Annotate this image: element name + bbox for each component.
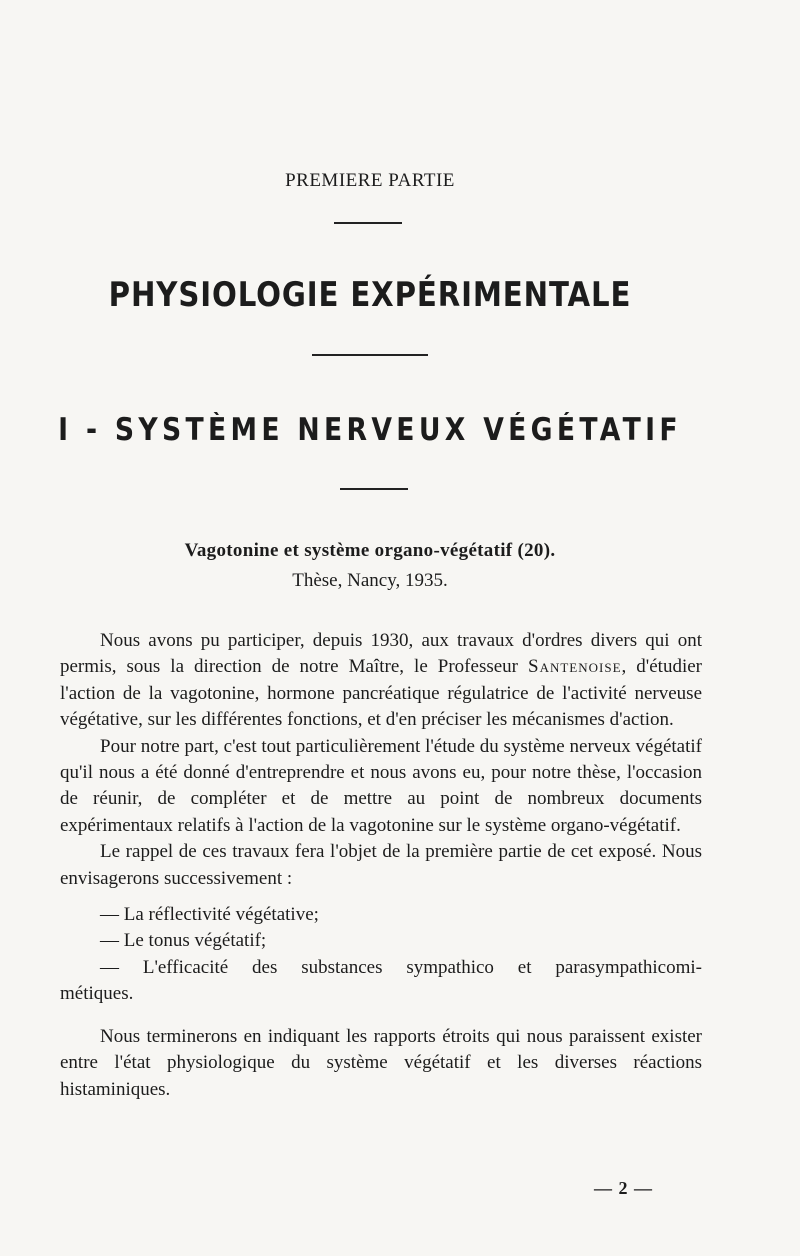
list-item-continuation: métiques.	[60, 983, 134, 1005]
body-text	[60, 628, 702, 1103]
reference-subtitle: Thèse, Nancy, 1935.	[292, 570, 448, 591]
closing-paragraph: Nous terminerons en indiquant les rapports étroits qui nous paraissent exister entre l'état physiologique du système végétatif et les diverses réactions histaminiques.	[60, 1025, 702, 1100]
paragraph-2: Pour notre part, c'est tout particulièrement l'étude du système nerveux végétatif qu'il nous a été donné d'entreprendre et nous avons eu, pour notre thèse, l'occasion de réunir, de compléter et de mettre au point de nombreux documents expérimentaux relatifs à l'action de la vagotonine sur le système organo-végétatif.	[60, 735, 702, 836]
divider-rule-2	[312, 354, 428, 356]
author-name: Santenoise	[528, 656, 622, 678]
paragraph-1	[60, 628, 702, 734]
reference-title: Vagotonine et système organo-végétatif (20).	[184, 540, 556, 561]
page-number: — 2 —	[594, 1178, 653, 1198]
paragraph-1-start: Nous avons pu participer, depuis 1930, aux travaux d'ordres divers qui ont permis, sous la direction de notre Maître, le Professeur	[60, 630, 702, 678]
part-title: PREMIERE PARTIE	[285, 170, 455, 191]
divider-rule-3	[340, 488, 408, 490]
main-title: PHYSIOLOGIE EXPÉRIMENTALE	[108, 275, 632, 315]
paragraph-1-end: , d'étudier l'action de la vagotonine, hormone pancréatique régulatrice de l'activité nerveuse végétative, sur les différentes fonctions, et d'en préciser les mécanismes d'action.	[60, 656, 702, 731]
list-item: — La réflectivité végétative;	[100, 904, 319, 926]
section-title: I - SYSTÈME NERVEUX VÉGÉTATIF	[58, 412, 682, 448]
divider-rule-1	[334, 222, 402, 224]
paragraph-3: Le rappel de ces travaux fera l'objet de la première partie de cet exposé. Nous envisagerons successivement :	[60, 841, 702, 889]
topic-list	[60, 902, 702, 1008]
list-item: — Le tonus végétatif;	[100, 930, 267, 952]
list-item: — L'efficacité des substances sympathico et parasympathicomi-	[100, 956, 702, 978]
